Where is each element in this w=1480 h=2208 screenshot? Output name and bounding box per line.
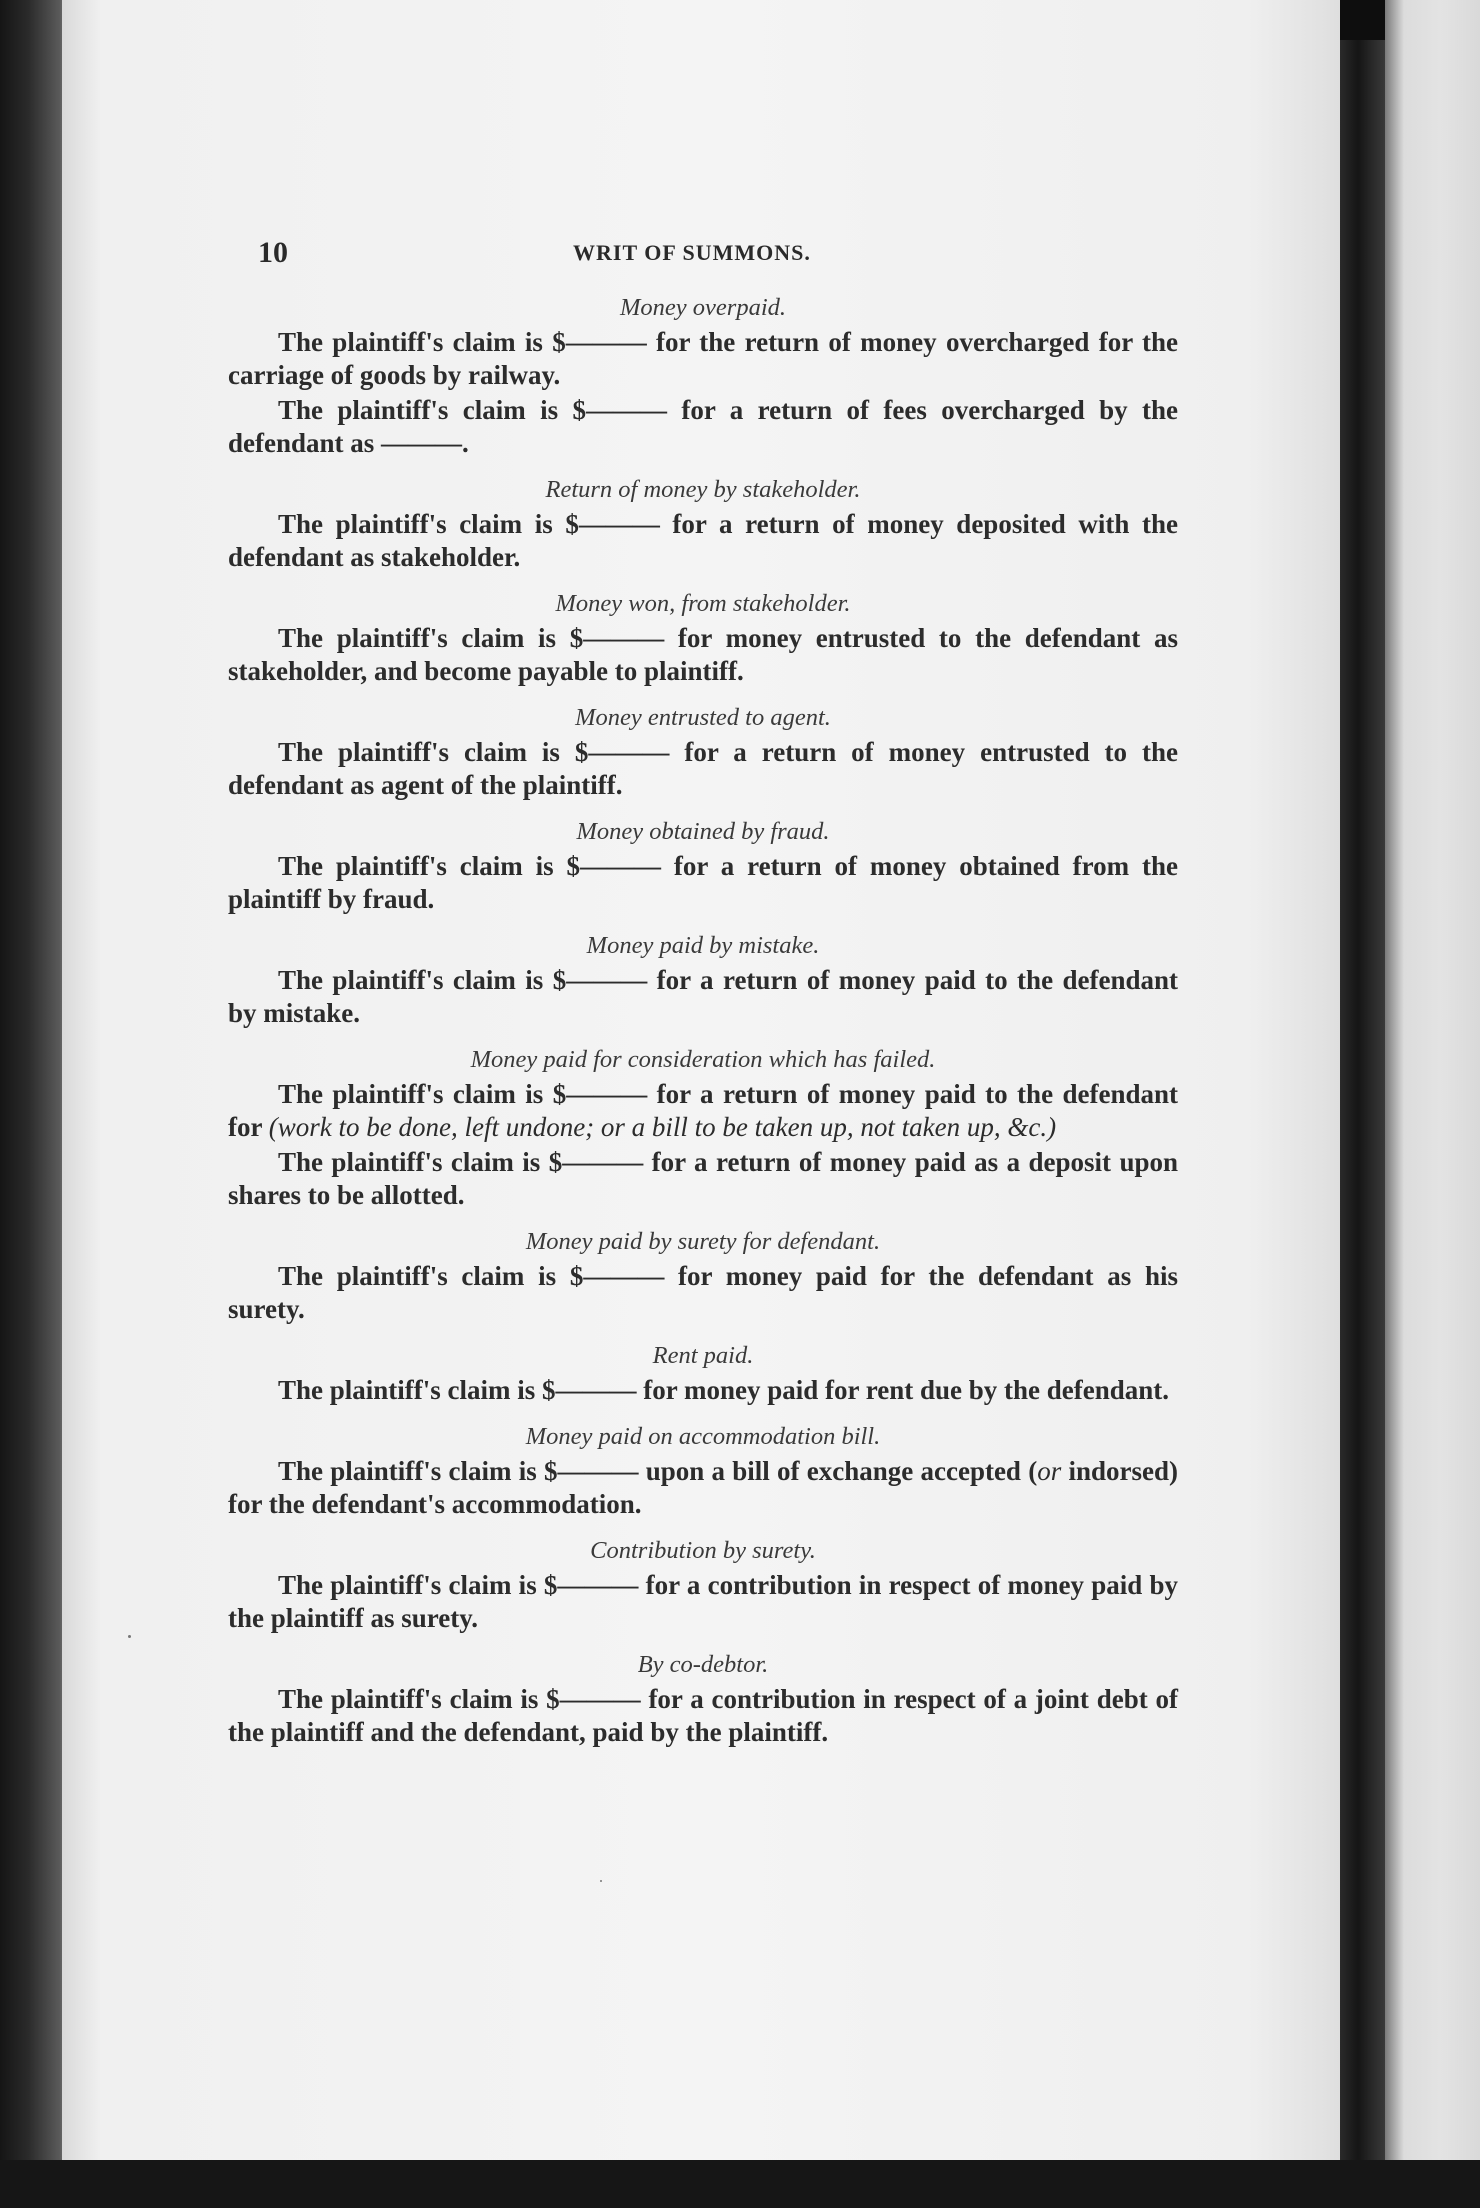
section-heading: Money entrusted to agent. — [575, 704, 831, 731]
section-heading: Money paid by surety for defendant. — [525, 1228, 881, 1255]
section-money-overpaid — [228, 292, 1178, 460]
dust-speck — [128, 1635, 131, 1638]
page-number: 10 — [258, 236, 288, 269]
section-heading: Money paid for consideration which has failed. — [470, 1046, 936, 1073]
section-heading: Rent paid. — [652, 1342, 754, 1369]
claim-paragraph: The plaintiff's claim is $——— for the return of money overcharged for the carriage of goods by railway. — [228, 327, 1178, 390]
claim-paragraph: The plaintiff's claim is $——— for a return of money paid to the defendant by mistake. — [228, 965, 1178, 1028]
claim-text: The plaintiff's claim is $——— upon a bill of exchange accepted — [278, 1456, 1021, 1486]
claim-paragraph: The plaintiff's claim is $——— for a contribution in respect of money paid by the plaintiff as surety. — [228, 1570, 1178, 1633]
claim-paragraph: The plaintiff's claim is $——— upon a bill of exchange accepted (or indorsed) for the defendant's accommodation. — [228, 1456, 1178, 1519]
next-page-edge — [1385, 0, 1480, 2208]
claim-paragraph: The plaintiff's claim is $——— for money paid for the defendant as his surety. — [228, 1261, 1178, 1324]
section-consideration-failed — [228, 1044, 1178, 1212]
section-heading: Contribution by surety. — [590, 1537, 816, 1564]
section-heading: Money paid on accommodation bill. — [525, 1423, 881, 1450]
section-accommodation-bill — [228, 1421, 1178, 1521]
claim-paragraph: The plaintiff's claim is $——— for a return of fees overcharged by the defendant as ———. — [228, 395, 1178, 458]
dust-speck — [600, 1880, 602, 1882]
claim-paragraph: The plaintiff's claim is $——— for a contribution in respect of a joint debt of the plaintiff and the defendant, paid by the plaintiff. — [228, 1684, 1178, 1747]
section-heading: Return of money by stakeholder. — [545, 476, 861, 503]
italic-insert: (work to be done, left undone; or a bill to be taken up, not taken up, &c.) — [268, 1112, 1057, 1142]
claim-paragraph: The plaintiff's claim is $——— for a return of money paid as a deposit upon shares to be allotted. — [228, 1147, 1178, 1210]
binding-notch — [1340, 0, 1385, 40]
page-title: WRIT OF SUMMONS. — [573, 240, 811, 265]
claim-paragraph: The plaintiff's claim is $——— for a return of money deposited with the defendant as stakeholder. — [228, 509, 1178, 572]
section-money-won — [228, 588, 1178, 688]
section-rent-paid — [228, 1340, 1178, 1407]
claim-paragraph: The plaintiff's claim is $——— for a return of money entrusted to the defendant as agent of the plaintiff. — [228, 737, 1178, 800]
claim-paragraph: The plaintiff's claim is $——— for money entrusted to the defendant as stakeholder, and become payable to plaintiff. — [228, 623, 1178, 686]
claim-text: The plaintiff's claim is $——— for a return of money paid to the defendant for — [228, 1079, 1178, 1142]
section-heading: Money obtained by fraud. — [576, 818, 830, 845]
scan-bottom-edge — [0, 2160, 1480, 2208]
running-head — [228, 232, 1178, 282]
page-text — [228, 232, 1178, 1763]
claim-paragraph: The plaintiff's claim is $——— for a return of money obtained from the plaintiff by fraud. — [228, 851, 1178, 914]
section-surety-for-defendant — [228, 1226, 1178, 1326]
section-heading: Money won, from stakeholder. — [555, 590, 851, 617]
section-heading: Money overpaid. — [620, 294, 786, 321]
next-page-shade — [1440, 0, 1480, 2208]
section-co-debtor — [228, 1649, 1178, 1749]
scan-left-edge — [0, 0, 70, 2208]
section-heading: By co-debtor. — [637, 1651, 769, 1678]
section-money-entrusted — [228, 702, 1178, 802]
italic-insert: or — [1037, 1456, 1062, 1486]
section-money-mistake — [228, 930, 1178, 1030]
claim-paragraph: The plaintiff's claim is $——— for money paid for rent due by the defendant. — [278, 1375, 1170, 1405]
claim-paragraph — [228, 1078, 1178, 1144]
binding-strip — [1340, 0, 1385, 2208]
section-heading: Money paid by mistake. — [586, 932, 820, 959]
section-money-fraud — [228, 816, 1178, 916]
section-contribution-surety — [228, 1535, 1178, 1635]
section-return-stakeholder — [228, 474, 1178, 574]
claim-text: for the defendant's accommodation. — [228, 1489, 642, 1519]
